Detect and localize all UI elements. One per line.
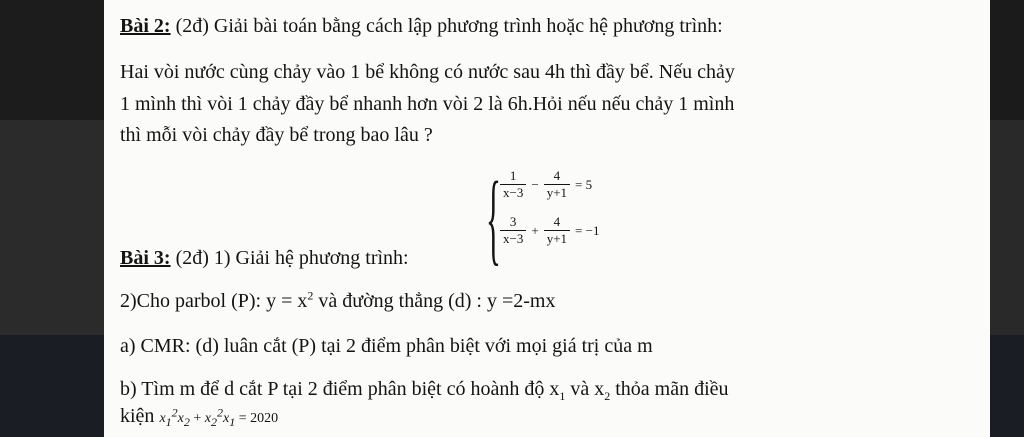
condition-formula [159, 405, 279, 429]
fraction [544, 168, 570, 201]
condition-label: kiện [120, 405, 160, 427]
bai3-task-1: (2đ) 1) Giải hệ phương trình: [170, 247, 409, 269]
question-b-mid: và x [565, 378, 605, 400]
numerator: 1 [509, 168, 517, 183]
background-left [0, 0, 104, 437]
fraction [544, 214, 570, 247]
subscript: 2 [183, 414, 190, 429]
background-right [990, 0, 1024, 437]
bai2-instruction: (2đ) Giải bài toán bằng cách lập phương trình hoặc hệ phương trình: [170, 15, 723, 37]
var: x [159, 411, 166, 426]
bai2-heading [120, 14, 723, 38]
rhs: = 2020 [235, 411, 279, 426]
operator: − [531, 176, 539, 192]
question-b-text: b) Tìm m để d cắt P tại 2 điểm phân biệt có hoành độ x [120, 378, 560, 400]
fraction [500, 168, 526, 201]
var: x [204, 411, 211, 426]
exponent: 2 [171, 405, 178, 420]
denominator: x−3 [500, 230, 526, 247]
bai2-problem-line-1: Hai vòi nước cùng chảy vào 1 bể không có nước sau 4h thì đầy bể. Nếu chảy [120, 61, 735, 83]
exponent: 2 [307, 288, 314, 303]
bai2-label: Bài 2: [120, 15, 171, 37]
equation-1 [498, 168, 595, 201]
var: x [177, 411, 184, 426]
denominator: y+1 [544, 230, 570, 247]
subscript: 1 [165, 414, 172, 429]
subscript: 2 [604, 389, 611, 403]
system-brace: { [486, 163, 501, 276]
condition-line [120, 404, 278, 431]
part2-text-b: và đường thẳng (d) : y =2-mx [313, 290, 556, 312]
equation-system [486, 163, 636, 276]
fraction [500, 214, 526, 247]
bai3-question-a: a) CMR: (d) luân cắt (P) tại 2 điểm phân biệt với mọi giá trị của m [120, 335, 653, 357]
subscript: 2 [211, 414, 217, 429]
denominator: x−3 [500, 184, 526, 201]
numerator: 3 [509, 214, 517, 229]
denominator: y+1 [544, 184, 570, 201]
bai3-part2 [120, 289, 555, 313]
numerator: 4 [553, 214, 561, 229]
rhs: = −1 [575, 222, 600, 238]
operator: + [189, 411, 205, 426]
bai3-heading [120, 246, 409, 270]
bai3-label: Bài 3: [120, 247, 171, 269]
bai2-problem-line-3: thì mỗi vòi chảy đầy bể trong bao lâu ? [120, 124, 433, 146]
exponent: 2 [217, 405, 223, 420]
numerator: 4 [553, 168, 561, 183]
equation-2 [498, 214, 602, 247]
operator: + [531, 222, 539, 238]
subscript: 1 [559, 389, 566, 403]
var: x [223, 411, 230, 426]
rhs: = 5 [575, 176, 593, 192]
part2-text-a: 2)Cho parbol (P): y = x [120, 290, 308, 312]
bai3-question-b [120, 377, 729, 401]
bai2-problem-line-2: 1 mình thì vòi 1 chảy đầy bể nhanh hơn vòi 2 là 6h.Hỏi nếu nếu chảy 1 mình [120, 93, 735, 115]
document-page [104, 0, 990, 437]
question-b-end: thỏa mãn điều [610, 378, 729, 400]
subscript: 1 [229, 414, 236, 429]
